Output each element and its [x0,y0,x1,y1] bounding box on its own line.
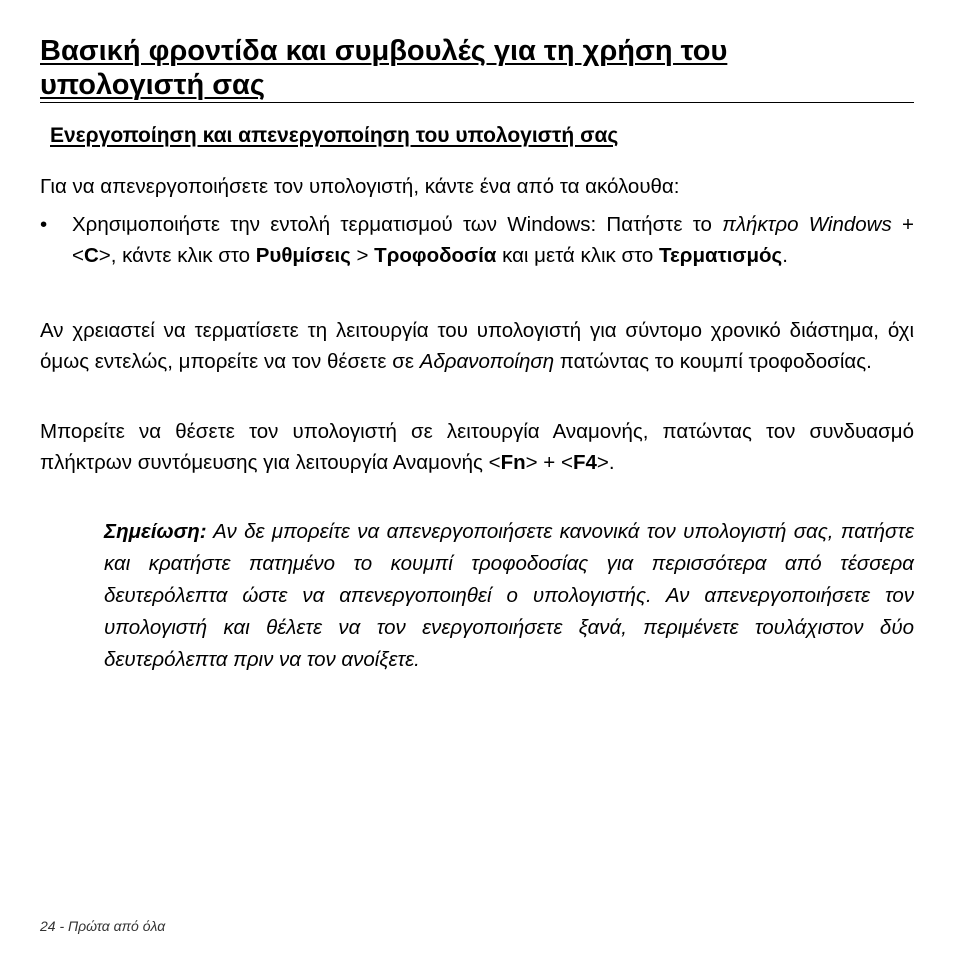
intro-paragraph: Για να απενεργοποιήσετε τον υπολογιστή, κάντε ένα από τα ακόλουθα: [40,175,680,198]
note-paragraph [104,516,914,676]
c-key-text: C [83,244,99,267]
fn-key-text: Fn [500,451,526,474]
page-title-line2: υπολογιστή σας [40,69,265,101]
shutdown-text: Τερματισμός [659,244,783,267]
bullet-text: Χρησιμοποιήστε την εντολή τερματισμού των Windows: Πατήστε το πλήκτρο Windows + <C>, κάντε κλικ στο Ρυθμίσεις > Τροφοδοσία και μετά κλικ στο Τερματισμός. [72,213,914,267]
f4-key-text: F4 [572,451,597,474]
power-text: Τροφοδοσία [374,244,497,267]
hibernate-mode-text: Αδρανοποίηση [419,350,555,373]
note-text: Αν δε μπορείτε να απενεργοποιήσετε κανονικά τον υπολογιστή σας, πατήστε και κρατήστε πατημένο το κουμπί τροφοδοσίας για περισσότερα από τέσσερα δευτερόλεπτα ώστε να απενεργοποιηθεί ο υπολογιστής. Αν απενεργοποιήσετε τον υπολογιστή και θέλετε να τον ενεργοποιήσετε ξανά, περιμένετε τουλάχιστον δύο δευτερόλεπτα πριν να τον ανοίξετε. [104,520,914,671]
settings-text: Ρυθμίσεις [255,244,351,267]
hibernate-paragraph: Αν χρειαστεί να τερματίσετε τη λειτουργία του υπολογιστή για σύντομο χρονικό διάστημα, όχι όμως εντελώς, μπορείτε να τον θέσετε σε Αδρανοποίηση πατώντας το κουμπί τροφοδοσίας. [40,319,914,373]
windows-key-text: πλήκτρο Windows [722,213,892,236]
page-title-line1: Βασική φροντίδα και συμβουλές για τη χρήση του [40,35,728,67]
section-heading: Ενεργοποίηση και απενεργοποίηση του υπολογιστή σας [50,124,619,147]
list-item-shutdown [40,209,914,271]
bullet-icon: • [40,213,48,236]
note-label: Σημείωση: [104,520,207,543]
sleep-paragraph: Μπορείτε να θέσετε τον υπολογιστή σε λειτουργία Αναμονής, πατώντας τον συνδυασμό πλήκτρων συντόμευσης για λειτουργία Αναμονής <Fn> + <F4>. [40,420,914,474]
page-footer: 24 - Πρώτα από όλα [40,918,166,934]
page-title [40,34,914,103]
